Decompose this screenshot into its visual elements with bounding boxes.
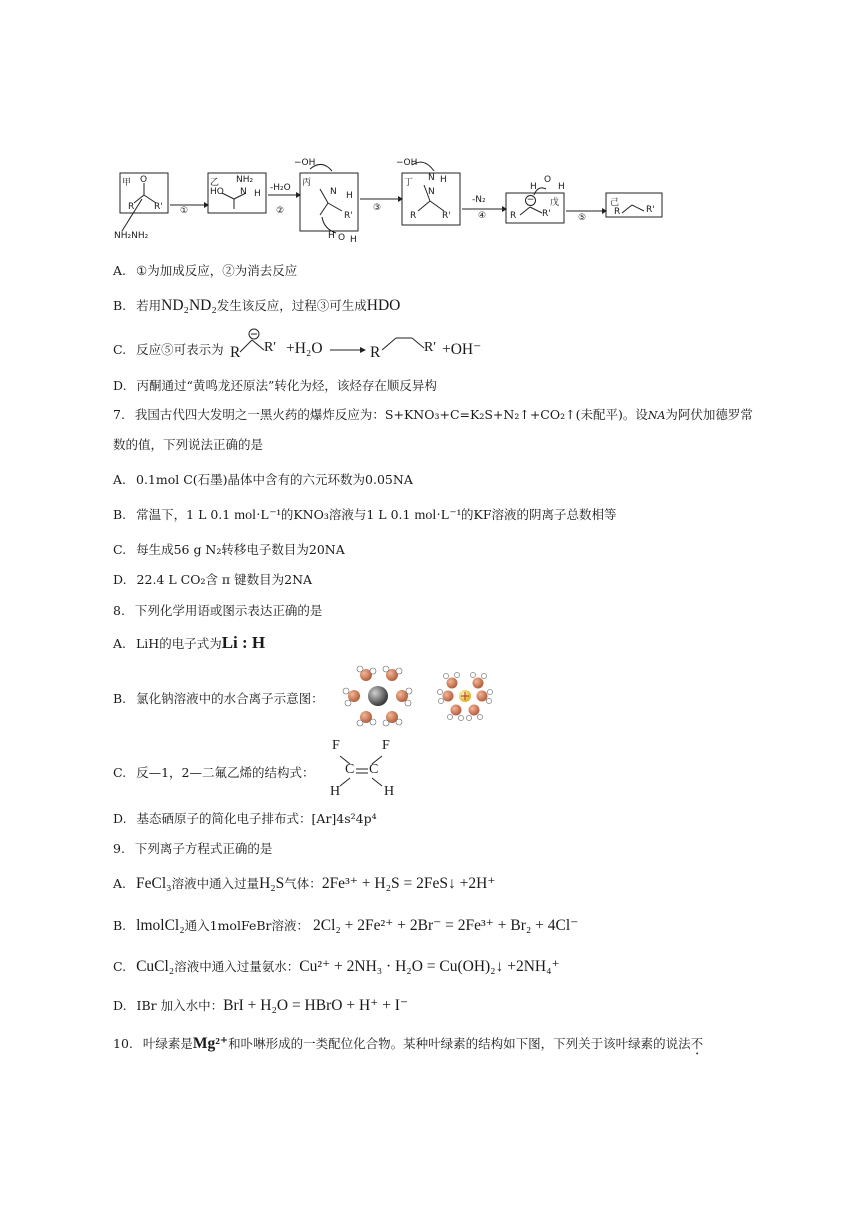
option-letter: B. <box>113 918 127 933</box>
q7-stem-line-2 <box>113 437 263 453</box>
option-letter: D. <box>113 378 127 393</box>
q6-c-equation <box>230 326 490 366</box>
atom-label: R <box>128 202 135 212</box>
atom-c: C <box>369 762 379 777</box>
question-number: 7. <box>113 407 125 422</box>
na-symbol: NA <box>647 409 666 422</box>
box-label-bing: 丙 <box>302 178 312 188</box>
q6-option-d <box>113 378 437 394</box>
option-text: 通入1molFeBr溶液： <box>184 918 310 933</box>
q8-option-b <box>113 691 324 707</box>
q7-option-c <box>113 542 345 558</box>
reagent-n2: -N₂ <box>472 195 486 205</box>
q7-option-a <box>113 472 413 488</box>
atom-label: R' <box>542 209 551 219</box>
formula-cucl2: CuCl₂ <box>136 958 175 975</box>
option-letter: C. <box>113 542 127 557</box>
atom-label: R' <box>344 211 353 221</box>
formula-fecl3: FeCl₃ <box>136 875 172 892</box>
option-text: 反应⑤可表示为 <box>136 342 224 357</box>
q10-stem <box>113 1036 703 1058</box>
atom-label: R' <box>442 211 451 221</box>
step-label-1: ① <box>180 206 189 216</box>
option-text: 丙酮通过“黄鸣龙还原法”转化为烃，该烃存在顺反异构 <box>136 378 437 393</box>
step-label-4: ④ <box>478 211 487 221</box>
atom-label: NH₂ <box>236 175 254 185</box>
option-text: 每生成56 g N₂转移电子数目为20NA <box>136 542 345 557</box>
ionic-equation: 2Fe³⁺ + H₂S = 2FeS↓ +2H⁺ <box>321 875 496 892</box>
option-text: 反—1，2—二氟乙烯的结构式： <box>136 765 315 780</box>
unit-mol-per-l: mol·L⁻¹ <box>414 508 462 523</box>
q6-option-b <box>113 298 400 314</box>
eq-h2o: +H₂O <box>286 340 323 357</box>
option-text: LiH的电子式为 <box>136 636 222 651</box>
formula-nd2nd2: ND₂ND₂ <box>161 297 217 314</box>
q7-option-b <box>113 507 617 524</box>
q9-option-b <box>113 918 578 934</box>
formula-h2s: H₂S <box>259 875 285 892</box>
q9-stem <box>113 841 272 857</box>
atom-label: R <box>410 211 417 221</box>
q8-option-d <box>113 811 377 827</box>
hydrated-ion-diagram <box>340 665 510 727</box>
eq-r: R <box>370 344 381 361</box>
atom-f: F <box>332 738 340 753</box>
q9-option-c <box>113 959 560 975</box>
option-letter: A. <box>113 472 127 487</box>
question-text: 我国古代四大发明之一黑火药的爆炸反应为：S+KNO₃+C=K₂S+N₂↑+CO₂↑(未配平)。设 <box>134 407 648 422</box>
option-text: 的KNO₃溶液与1 L 0.1 <box>280 507 411 522</box>
option-text: ①为加成反应，②为消去反应 <box>136 263 298 278</box>
question-number: 9. <box>113 841 125 856</box>
atom-label: H <box>440 175 447 185</box>
atom-f: F <box>382 738 390 753</box>
oh-minus-2: −OH <box>396 158 418 168</box>
option-letter: D. <box>113 572 127 587</box>
box-label-ding: 丁 <box>404 178 414 188</box>
mechanism-svg <box>110 155 770 250</box>
atom-label: O <box>338 233 346 243</box>
oh-minus-1: −OH <box>294 158 316 168</box>
formula-mg2plus: Mg²⁺ <box>192 1035 229 1052</box>
option-text: 氯化钠溶液中的水合离子示意图： <box>136 691 324 706</box>
reagent-hydrazine: NH₂NH₂ <box>114 231 149 241</box>
option-text: 0.1mol C(石墨)晶体中含有的六元环数为0.05NA <box>136 472 413 487</box>
atom-label: R' <box>646 205 655 215</box>
atom-c: C <box>345 762 355 777</box>
q9-option-d <box>113 998 408 1014</box>
option-letter: C. <box>113 342 127 357</box>
eq-r: R <box>230 344 241 361</box>
option-text: 发生该反应，过程③可生成 <box>216 298 367 313</box>
emphasis-not: 不 <box>690 1036 704 1051</box>
question-text: 叶绿素是 <box>142 1036 193 1051</box>
option-text: 溶液中通入过量 <box>171 876 260 891</box>
ionic-equation: BrI + H₂O = HBrO + H⁺ + I⁻ <box>223 997 409 1014</box>
lih-electron-formula: Li : H <box>221 633 266 652</box>
ionic-equation: 2Cl₂ + 2Fe²⁺ + 2Br⁻ = 2Fe³⁺ + Br₂ + 4Cl⁻ <box>313 917 579 934</box>
step-label-5: ⑤ <box>578 213 587 223</box>
option-letter: B. <box>113 298 127 313</box>
carbanion-minus: − <box>526 195 535 205</box>
option-text: 22.4 L CO₂含 π 键数目为2NA <box>136 572 313 587</box>
unit-mol-per-l: mol·L⁻¹ <box>234 508 281 523</box>
reagent-h2o: -H₂O <box>270 183 291 193</box>
option-text: 常温下，1 L 0.1 <box>136 507 231 522</box>
atom-label: H <box>558 182 565 192</box>
formula-cl2: lmolCl₂ <box>136 917 185 934</box>
question-text: 下列离子方程式正确的是 <box>134 841 273 856</box>
atom-h: H <box>330 784 341 799</box>
option-text: IBr 加入水中： <box>136 998 224 1013</box>
option-letter: A. <box>113 876 127 891</box>
question-text: 下列化学用语或图示表达正确的是 <box>134 603 323 618</box>
atom-label: R <box>614 207 621 217</box>
ionic-equation: Cu²⁺ + 2NH₃ · H₂O = Cu(OH)₂↓ +2NH₄⁺ <box>299 958 560 975</box>
hydrated-ion-svg <box>340 665 510 727</box>
question-number: 10. <box>113 1036 133 1051</box>
atom-label: HO <box>210 187 224 197</box>
q8-option-c <box>113 765 315 781</box>
difluoroethene-structure <box>326 738 406 802</box>
atom-label: H <box>346 191 353 201</box>
atom-label: O <box>544 175 552 185</box>
atom-label: N <box>330 187 337 197</box>
atom-label: H <box>328 231 335 241</box>
box-label-yi: 乙 <box>210 178 220 188</box>
box-label-wu: 戊 <box>550 198 560 208</box>
atom-label: H <box>530 182 537 192</box>
q6-option-a <box>113 263 297 279</box>
option-letter: C. <box>113 765 127 780</box>
step-label-3: ③ <box>373 203 382 213</box>
atom-label: N <box>240 187 247 197</box>
option-text: 若用 <box>136 298 162 313</box>
atom-label: N <box>428 187 435 197</box>
q9-option-a <box>113 876 495 892</box>
q6-option-c <box>113 342 224 358</box>
atom-label: R <box>510 211 517 221</box>
option-letter: B. <box>113 691 127 706</box>
option-text: 溶液中通入过量氨水： <box>174 959 300 974</box>
box-label-jia: 甲 <box>122 178 132 188</box>
eq-r-prime: R' <box>264 340 276 355</box>
atom-label: O <box>140 175 148 185</box>
question-text: 和卟啉形成的一类配位化合物。某种叶绿素的结构如下图，下列关于该叶绿素的说法 <box>228 1036 691 1051</box>
question-text: 为阿伏加德罗常 <box>665 407 753 422</box>
option-letter: D. <box>113 998 127 1013</box>
question-text: 数的值，下列说法正确的是 <box>113 437 264 452</box>
option-text: 气体： <box>284 876 322 891</box>
option-letter: C. <box>113 959 127 974</box>
atom-label: H <box>254 189 261 199</box>
step-label-2: ② <box>276 206 285 216</box>
atom-label: R' <box>154 202 163 212</box>
formula-hdo: HDO <box>366 297 401 314</box>
q8-stem <box>113 603 322 619</box>
option-letter: B. <box>113 507 127 522</box>
mechanism-diagram <box>110 155 770 245</box>
box-label-ji: 己 <box>610 198 620 208</box>
option-text: 基态硒原子的简化电子排布式：[Ar]4s²4p⁴ <box>136 811 377 826</box>
eq-oh: +OH⁻ <box>442 341 482 358</box>
q7-option-d <box>113 572 312 588</box>
q8-option-a <box>113 635 265 652</box>
atom-label: H <box>350 235 357 245</box>
option-letter: D. <box>113 811 127 826</box>
option-text: 的KF溶液的阴离子总数相等 <box>461 507 617 522</box>
q7-stem-line-1 <box>113 407 753 424</box>
atom-h: H <box>384 784 395 799</box>
atom-label: N <box>428 173 435 183</box>
option-letter: A. <box>113 263 127 278</box>
option-letter: A. <box>113 636 127 651</box>
question-number: 8. <box>113 603 125 618</box>
eq-r-prime: R' <box>424 340 436 355</box>
